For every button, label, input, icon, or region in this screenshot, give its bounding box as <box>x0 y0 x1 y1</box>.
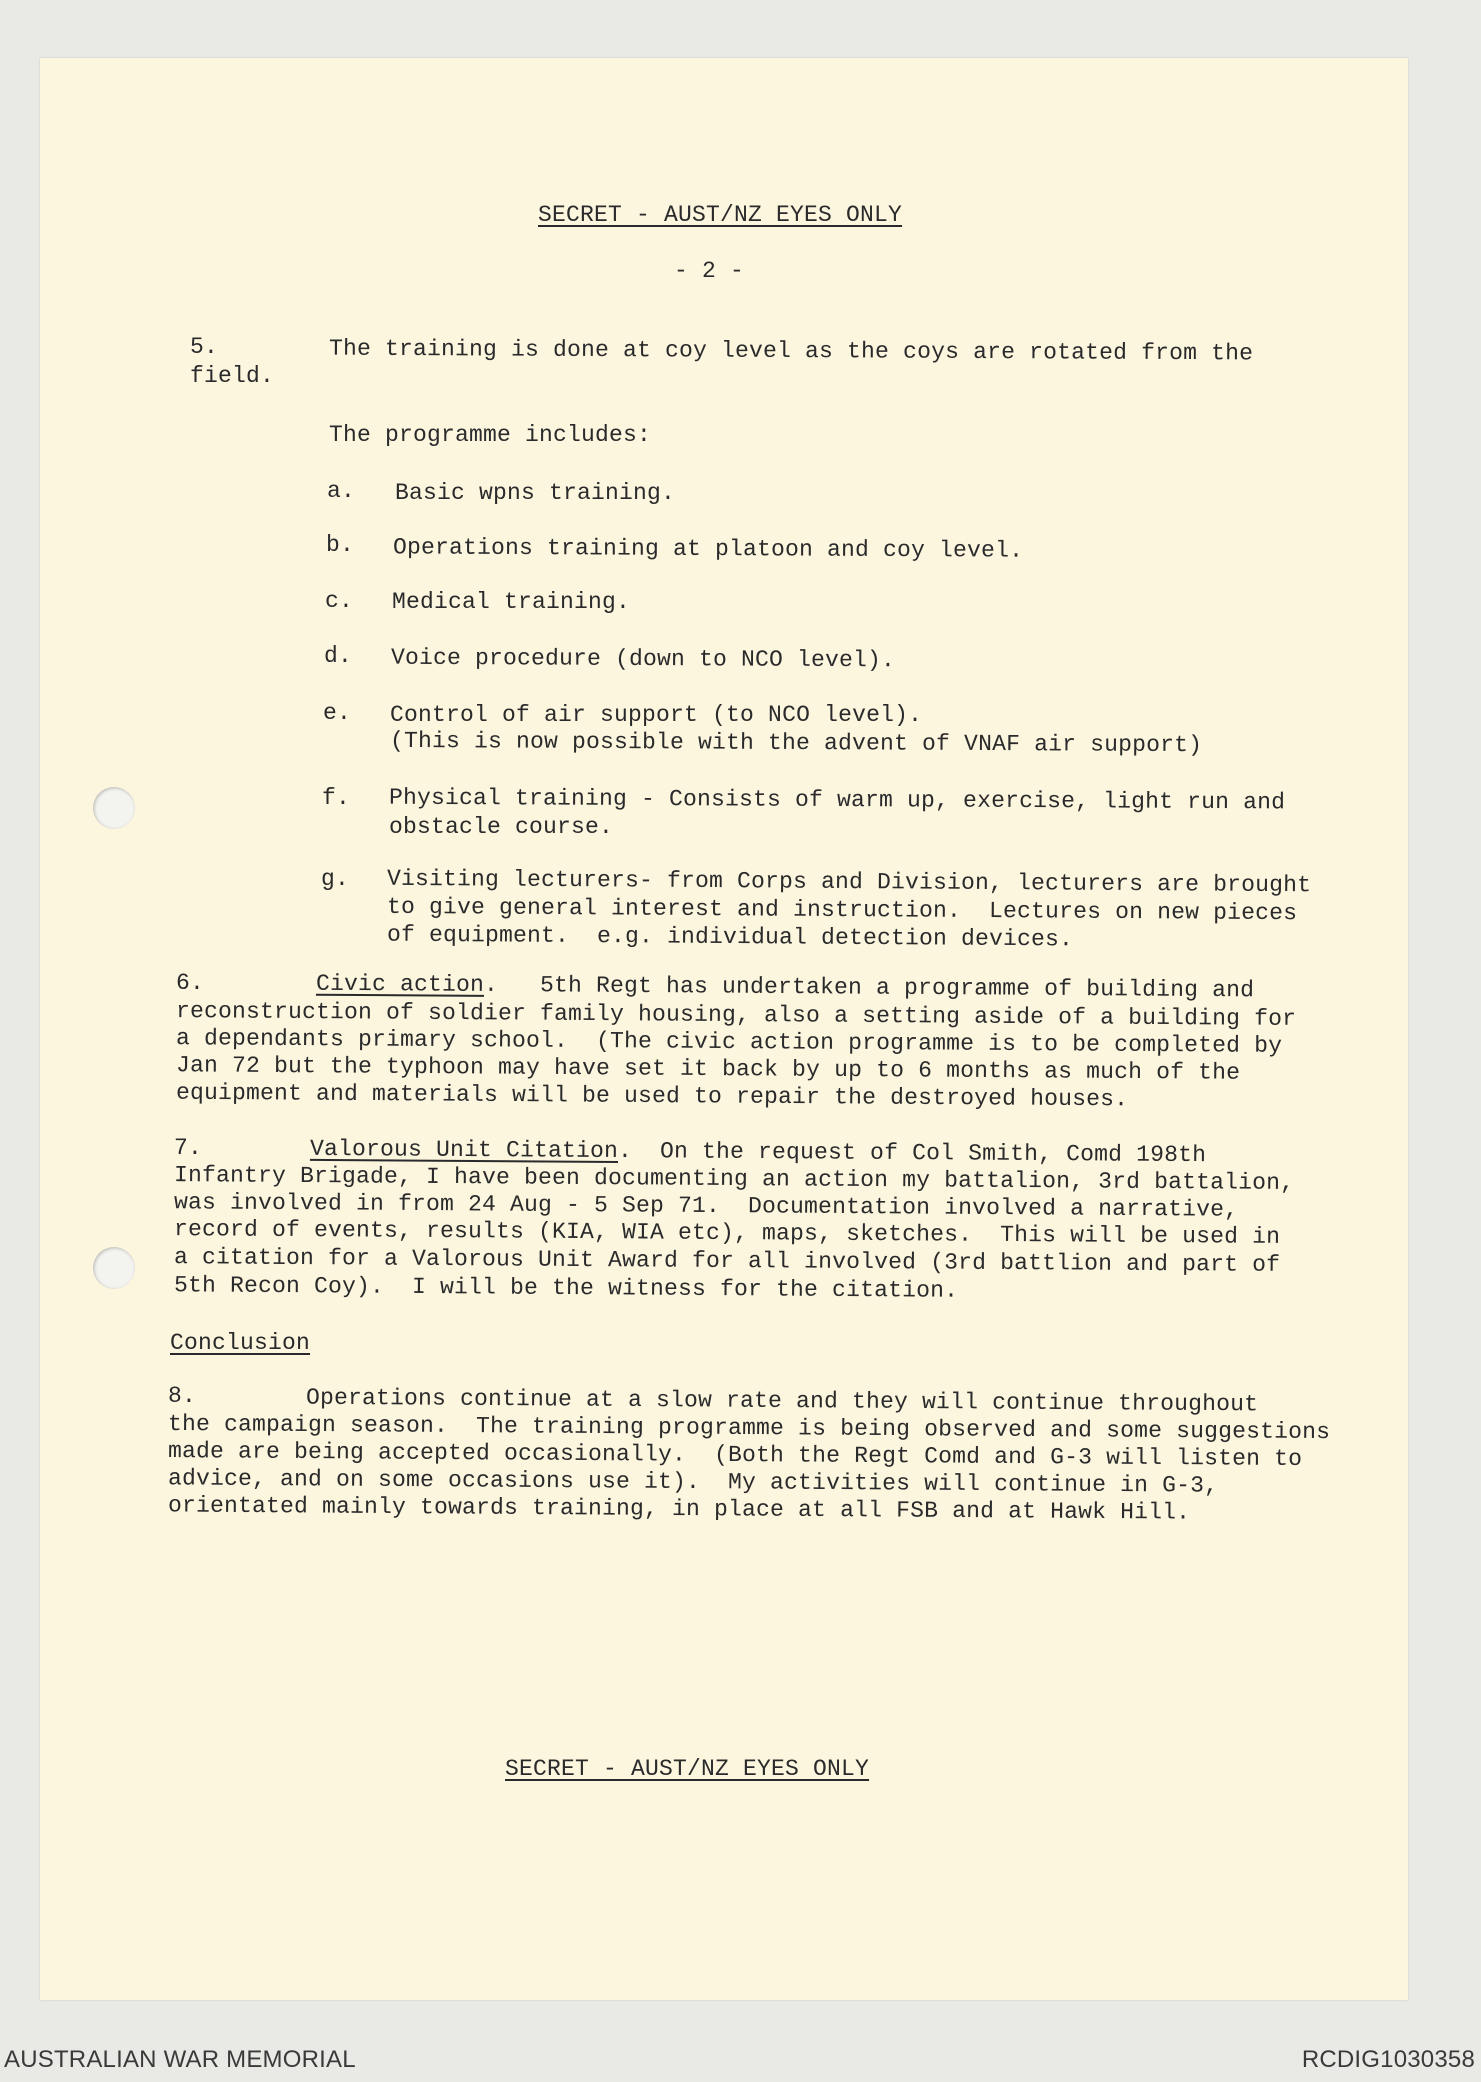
para7-number: 7. <box>174 1135 203 1161</box>
list-item-e-text: Control of air support (to NCO level). <box>390 702 923 728</box>
para6-line1-rest: . 5th Regt has undertaken a programme of building and <box>483 971 1255 1004</box>
list-item-f-letter: f. <box>322 785 351 811</box>
list-item-b-text: Operations training at platoon and coy level. <box>392 534 1024 564</box>
para5-line1: The training is done at coy level as the coys are rotated from the <box>328 335 1254 367</box>
list-item-e-text-line2: (This is now possible with the advent of VNAF air support) <box>389 727 1203 759</box>
para8-number: 8. <box>168 1383 197 1409</box>
para6-number: 6. <box>176 970 205 996</box>
conclusion-heading: Conclusion <box>170 1330 311 1356</box>
page-number: - 2 - <box>674 258 745 284</box>
list-item-g-text-line2: to give general interest and instruction. Lectures on new pieces <box>386 893 1298 927</box>
list-item-c-letter: c. <box>325 588 354 614</box>
archive-footer-left: AUSTRALIAN WAR MEMORIAL <box>4 2046 356 2073</box>
punch-hole-lower <box>93 1247 135 1289</box>
para6-heading: Civic action <box>315 970 485 998</box>
list-item-a-text: Basic wpns training. <box>395 480 676 506</box>
list-item-c-text: Medical training. <box>392 589 631 615</box>
punch-hole-upper <box>93 787 135 829</box>
archive-footer-right: RCDIG1030358 <box>1301 2046 1475 2073</box>
para8-line4: advice, and on some occasions use it). My activities will continue in G-3, <box>167 1465 1219 1499</box>
para8-line1: Operations continue at a slow rate and they will continue throughout <box>305 1384 1259 1418</box>
para8-line3: made are being accepted occasionally. (Both the Regt Comd and G-3 will listen to <box>167 1438 1303 1472</box>
list-item-e-letter: e. <box>323 700 352 726</box>
para8-line5: orientated mainly towards training, in place at all FSB and at Hawk Hill. <box>167 1492 1191 1526</box>
list-item-g-text-line3: of equipment. e.g. individual detection devices. <box>386 921 1074 953</box>
list-item-f-text: Physical training - Consists of warm up, exercise, light run and <box>388 784 1286 816</box>
list-item-g-letter: g. <box>321 866 350 892</box>
para7-line1-rest: . On the request of Col Smith, Comd 198th <box>617 1138 1207 1169</box>
list-item-a-letter: a. <box>327 478 356 504</box>
para6-line4: Jan 72 but the typhoon may have set it back by up to 6 months as much of the <box>175 1052 1241 1086</box>
para7-line5: a citation for a Valorous Unit Award for all involved (3rd battlion and part of <box>173 1244 1281 1278</box>
para7-line4: record of events, results (KIA, WIA etc), maps, sketches. This will be used in <box>173 1216 1281 1250</box>
document-page <box>40 58 1408 2000</box>
para6-line5: equipment and materials will be used to repair the destroyed houses. <box>175 1079 1129 1113</box>
para5-intro: The programme includes: <box>329 422 652 448</box>
para5-line2: field. <box>190 363 275 389</box>
para6-line3: a dependants primary school. (The civic action programme is to be completed by <box>175 1025 1283 1059</box>
para5-number: 5. <box>190 334 219 360</box>
classification-footer: SECRET - AUST/NZ EYES ONLY <box>505 1756 870 1782</box>
list-item-b-letter: b. <box>326 532 355 558</box>
list-item-g-text: Visiting lecturers- from Corps and Division, lecturers are brought <box>386 865 1312 899</box>
para7-line6: 5th Recon Coy). I will be the witness for the citation. <box>173 1272 959 1304</box>
list-item-d-letter: d. <box>324 643 353 669</box>
list-item-d-text: Voice procedure (down to NCO level). <box>390 644 896 674</box>
classification-header: SECRET - AUST/NZ EYES ONLY <box>538 202 903 228</box>
para6-line2: reconstruction of soldier family housing, also a setting aside of a building for <box>175 998 1297 1032</box>
para7-line3: was involved in from 24 Aug - 5 Sep 71. Documentation involved a narrative, <box>173 1189 1239 1223</box>
para7-heading: Valorous Unit Citation <box>309 1135 619 1165</box>
para7-line2: Infantry Brigade, I have been documenting an action my battalion, 3rd battalion, <box>173 1162 1295 1196</box>
para8-line2: the campaign season. The training programme is being observed and some suggestions <box>167 1410 1331 1446</box>
list-item-f-text-line2: obstacle course. <box>389 814 614 840</box>
